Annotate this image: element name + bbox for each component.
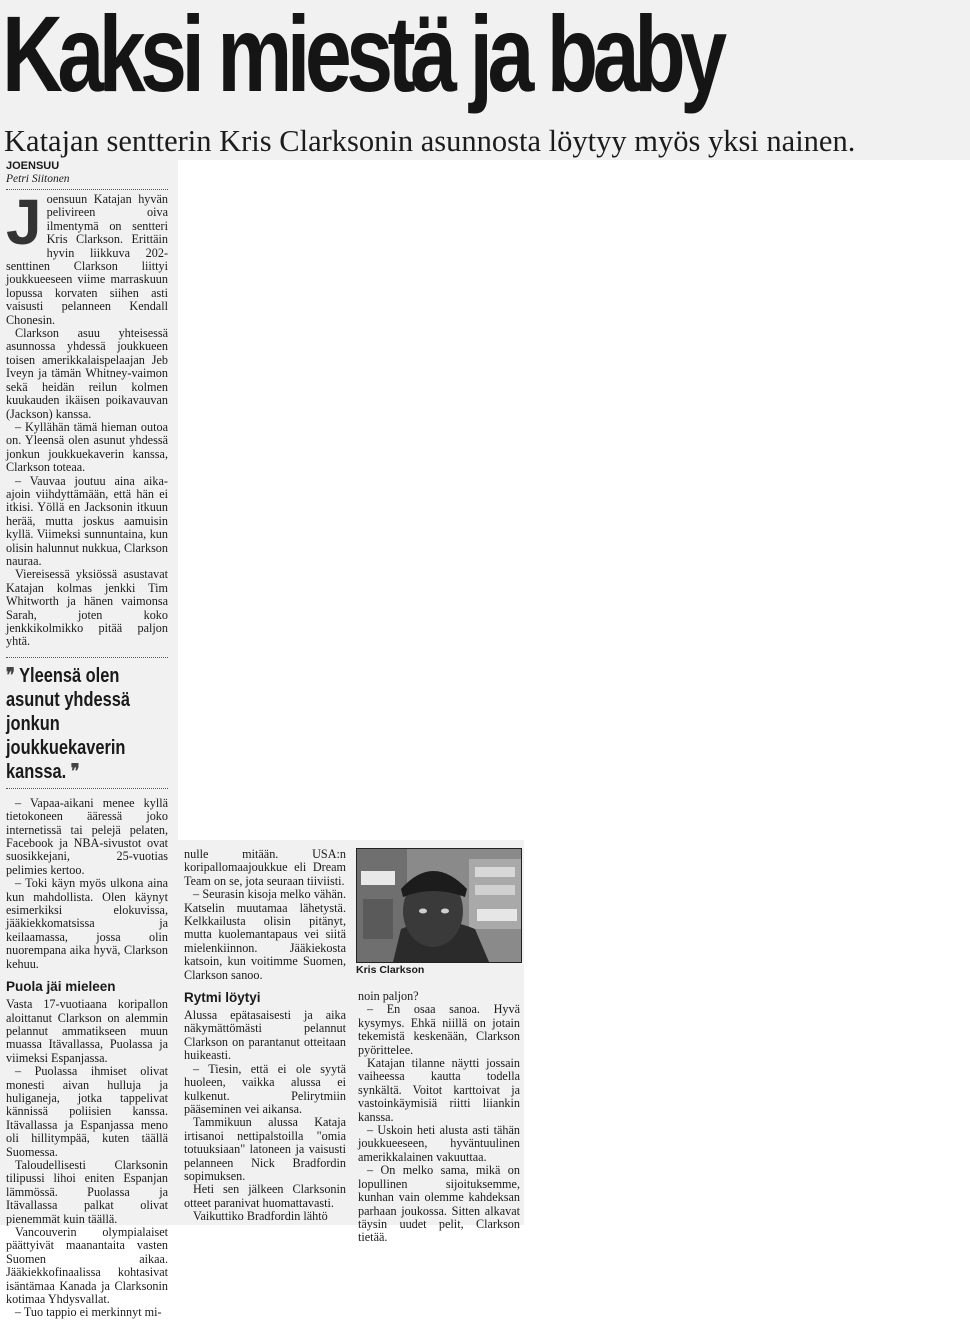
paragraph: Clarkson asuu yhteisessä asunnossa yhdessä joukkueen toisen amerikkalaispelaajan Jeb Iveyn ja tämän Whitney-vaimon sekä heidän reilun kolmen kuukauden ikäisen poikavauvan (Jackson) kanssa. xyxy=(6,326,168,421)
paragraph: Tammikuun alussa Kataja irtisanoi nettipalstoilla "omia totuuksiaan" latoneen ja vaisusti pelanneen Nick Bradfordin sopimuksen. xyxy=(184,1115,346,1183)
paragraph: Vasta 17-vuotiaana koripallon aloittanut Clarkson on alemmin pelannut ammatikseen muun muassa Itävallassa, Puolassa ja viimeksi Espanjassa. xyxy=(6,997,168,1065)
headline: Kaksi miestä ja baby xyxy=(2,0,722,114)
paragraph: nulle mitään. USA:n koripallomaajoukkue eli Dream Team on se, jota seuraan tiiviisti. xyxy=(184,847,346,888)
player-photo xyxy=(356,848,522,963)
paragraph: Vaikuttiko Bradfordin lähtö xyxy=(193,1209,328,1224)
paragraph: noin paljon? xyxy=(358,989,419,1003)
divider xyxy=(6,657,168,658)
quote-open-icon: ❞ xyxy=(6,664,15,687)
subheading: Rytmi löytyi xyxy=(184,990,261,1006)
column-3 xyxy=(358,990,520,1245)
quote-close-icon: ❞ xyxy=(70,760,80,783)
deck: Katajan sentterin Kris Clarksonin asunnosta löytyy myös yksi nainen. xyxy=(4,124,856,158)
paragraph: – Tuo tappio ei merkinnyt mi- xyxy=(15,1305,162,1320)
dropcap: J xyxy=(6,186,42,258)
pull-quote xyxy=(6,664,170,784)
dateline: JOENSUU xyxy=(6,160,60,172)
paragraph: – Kyllähän tämä hieman outoa on. Yleensä olen asunut yhdessä jonkun joukkuekaverin kanssa, Clarkson toteaa. xyxy=(6,419,168,475)
paragraph: Viereisessä yksiössä asustavat Katajan kolmas jenkki Tim Whitworth ja hänen vaimonsa Sarah, joten koko jenkkikolmikko pitää paljon yhtä. xyxy=(6,567,168,649)
photo-caption: Kris Clarkson xyxy=(356,964,425,976)
paragraph: Heti sen jälkeen Clarksonin otteet paranivat huomattavasti. xyxy=(184,1182,346,1210)
paragraph: – Seurasin kisoja melko vähän. Katselin muutamaa lähetystä. Kelkkailusta olisin pitänyt, mutta kuolemantapaus vei siitä mielenkiinnon. Jääkiekosta katsoin, kun voitimme Suomen, Clarkson sanoo. xyxy=(184,887,346,982)
column-2 xyxy=(184,848,346,1224)
paragraph: – En osaa sanoa. Hyvä kysymys. Ehkä niillä on jotain tekemistä keskenään, Clarkson pyörittelee. xyxy=(358,1002,520,1057)
player-photo-image xyxy=(357,849,521,962)
byline: Petri Siitonen xyxy=(6,173,70,185)
divider xyxy=(6,788,168,789)
paragraph: Alussa epätasaisesti ja aika näkymättömästi pelannut Clarkson on parantanut otteitaan huikeasti. xyxy=(184,1008,346,1063)
paragraph: Katajan tilanne näytti jossain vaiheessa kautta todella synkältä. Voitot karttoivat ja vastoinkäymisiä riitti liiankin kanssa. xyxy=(358,1056,520,1124)
pull-quote-text: Yleensä olen asunut yhdessä jonkun joukkuekaverin kanssa. xyxy=(6,664,130,783)
paragraph: – Vapaa-aikani menee kyllä tietokoneen ääressä joko internetissä tai pelejä pelaten, Facebook ja NBA-sivustot ovat suosikkejani, 25-vuotias pelimies kertoo. xyxy=(6,795,168,877)
paragraph: – On melko sama, mikä on lopullinen sijoituksemme, kunhan vain olemme kahdeksan parhaan joukossa. Sitten alkavat täysin uudet pelit, Clarkson tietää. xyxy=(358,1163,520,1245)
paragraph: – Vauvaa joutuu aina aika-ajoin viihdyttämään, että hän ei itkisi. Yöllä en Jacksonin itkuun herää, mutta joskus aamuisin kyllä. Viimeksi sunnuntaina, kun olisin halunnut nukkua, Clarkson nauraa. xyxy=(6,473,168,568)
paragraph: oensuun Katajan hyvän pelivireen oiva ilmentymä on sentteri Kris Clarkson. Erittäin hyvin liikkuva 202-senttinen Clarkson liittyi joukkueeseen viime marraskuun lopussa korvaten siihen asti vaisusti pelanneen Kendall Chonesin. xyxy=(6,192,168,327)
paragraph: Taloudellisesti Clarksonin tilipussi lihoi eniten Espanjan lämmössä. Puolassa ja Itävallassa palkat olivat pienemmät kuin täällä. xyxy=(6,1157,168,1226)
column-1 xyxy=(6,160,168,1320)
subheading: Puola jäi mieleen xyxy=(6,979,116,995)
paragraph: – Tiesin, että ei ole syytä huoleen, vaikka alussa ei kulkenut. Pelirytmiin pääseminen vei aikansa. xyxy=(184,1061,346,1116)
paragraph: Vancouverin olympialaiset päättyivät maanantaita vasten Suomen aikaa. Jääkiekkofinaalissa kohtasivat isäntämaa Kanada ja Clarksonin kotimaa Yhdysvallat. xyxy=(6,1225,168,1307)
paragraph: – Toki käyn myös ulkona aina kun mahdollista. Olen käynyt esimerkiksi elokuvissa, jääkiekkomatsissa ja keilaamassa, jossa olin nuorempana aika hyvä, Clarkson kehuu. xyxy=(6,876,168,971)
paragraph: – Puolassa ihmiset olivat monesti aivan hulluja ja huliganeja, jotka tappelivat kännissä poliisien kanssa. Itävallassa ja Espanjassa meno oli hillitympää, kuten täällä Suomessa. xyxy=(6,1064,168,1159)
paragraph: – Uskoin heti alusta asti tähän joukkueeseen, hyväntuulinen amerikkalainen vakuuttaa. xyxy=(358,1123,520,1164)
